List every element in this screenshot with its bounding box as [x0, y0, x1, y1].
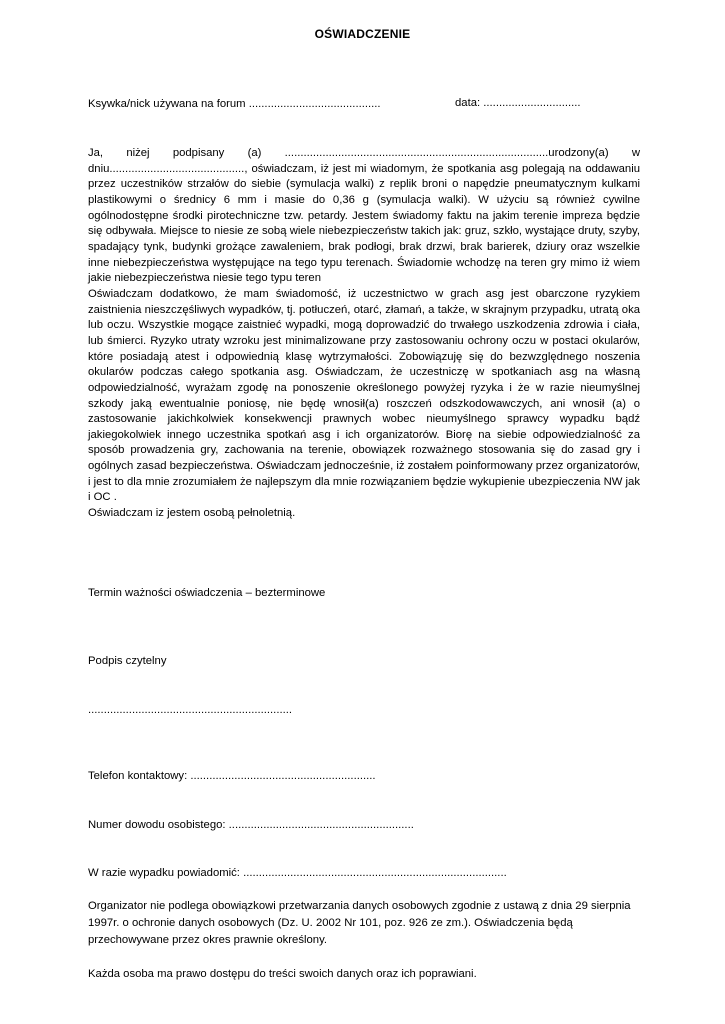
data-protection-note [88, 898, 648, 949]
declaration-body [88, 146, 640, 522]
id-number-field: Numer dowodu osobistego: ........................................................... [88, 819, 414, 831]
phone-field: Telefon kontaktowy: ........................................................... [88, 770, 376, 782]
adult-statement: Oświadczam iz jestem osobą pełnoletnią. [88, 507, 296, 520]
declaration-paragraph-2: Oświadczam dodatkowo, że mam świadomość, iż uczestnictwo w grach asg jest obarczone ryzykiem zaistnienia nieszczęśliwych wypadków, tj. potłuczeń, otarć, złamań, a także, w skrajnym przypadku, utratą oka lub oczu. Wszystkie mogące zaistnieć wypadki, mogą doprowadzić do trwałego uszkodzenia zdrowia i ciała, lub śmierci. Ryzyko utraty wzroku jest minimalizowane przy zastosowaniu ochrony oczu w postaci okularów, które posiadają atest i odpowiednią klasę wytrzymałości. Zobowiązuję się do bezwzględnego noszenia okularów podczas całego spotkania asg. Oświadczam, że uczestniczę w spotkaniach asg na własną odpowiedzialność, wyrażam zgodę na ponoszenie określonego powyżej ryzyka i że w razie nieumyślnej szkody jaką ewentualnie poniosę, nie będę wnosił(a) roszczeń odszkodowawczych, ani wnosił (a) o zastosowanie jakichkolwiek konsekwencji prawnych wobec nieumyślnego sprawcy wypadku bądź jakiegokolwiek innego uczestnika spotkań asg i ich organizatorów. Biorę na siebie odpowiedzialność za sposób prowadzenia gry, zachowania na terenie, obowiązek rozważnego stosowania się do zasad gry i ogólnych zasad bezpieczeństwa. Oświadczam jednocześnie, iż zostałem poinformowany przez organizatorów, i jest to dla mnie zrozumiałem że najlepszym dla mnie rozwiązaniem będzie wykupienie ubezpieczenia NW jak i OC . [88, 287, 640, 504]
nickname-field: Ksywka/nick używana na forum .......................................... [88, 98, 381, 110]
emergency-contact-field: W razie wypadku powiadomić: .................................................................................... [88, 867, 507, 879]
declaration-paragraph-1: Ja, niżej podpisany (a) ....................................................................................urodzony(a) w dniu..........................................., oświadczam, iż jest mi wiadomym, że spotkania asg polegają na oddawaniu przez uczestników strzałów do siebie (symulacja walki) z replik broni o napędzie pneumatycznym kulkami plastikowymi o średnicy 6 mm i masie do 0,36 g (symulacja walki). W użyciu są również cywilne ogólnodostępne środki pirotechniczne tzw. petardy. Jestem świadomy faktu na jakim terenie impreza będzie się odbywała. Miejsce to niesie ze sobą wiele niebezpieczeństw takich jak: gruz, szkło, wystające druty, szyby, spadający tynk, budynki grożące zawaleniem, brak podłogi, brak drzwi, brak barierek, dziury oraz wszelkie inne niebezpieczeństwa występujące na tego typu terenach. Świadomie wchodzę na teren gry mimo iż wiem jakie niebezpieczeństwa niesie tego typu teren [88, 147, 640, 285]
date-field: data: ............................... [455, 97, 581, 109]
validity-statement: Termin ważności oświadczenia – bezterminowe [88, 587, 326, 599]
data-protection-paragraph: Organizator nie podlega obowiązkowi przetwarzania danych osobowych zgodnie z ustawą z dnia 29 sierpnia 1997r. o ochronie danych osobowych (Dz. U. 2002 Nr 101, poz. 926 ze zm.). Oświadczenia będą przechowywane przez okres prawnie określony. [88, 900, 631, 946]
signature-line: ................................................................. [88, 704, 293, 716]
data-access-paragraph: Każda osoba ma prawo dostępu do treści swoich danych oraz ich poprawiani. [88, 968, 477, 980]
document-title: OŚWIADCZENIE [314, 27, 411, 41]
signature-label: Podpis czytelny [88, 655, 167, 667]
data-access-note [88, 966, 648, 983]
